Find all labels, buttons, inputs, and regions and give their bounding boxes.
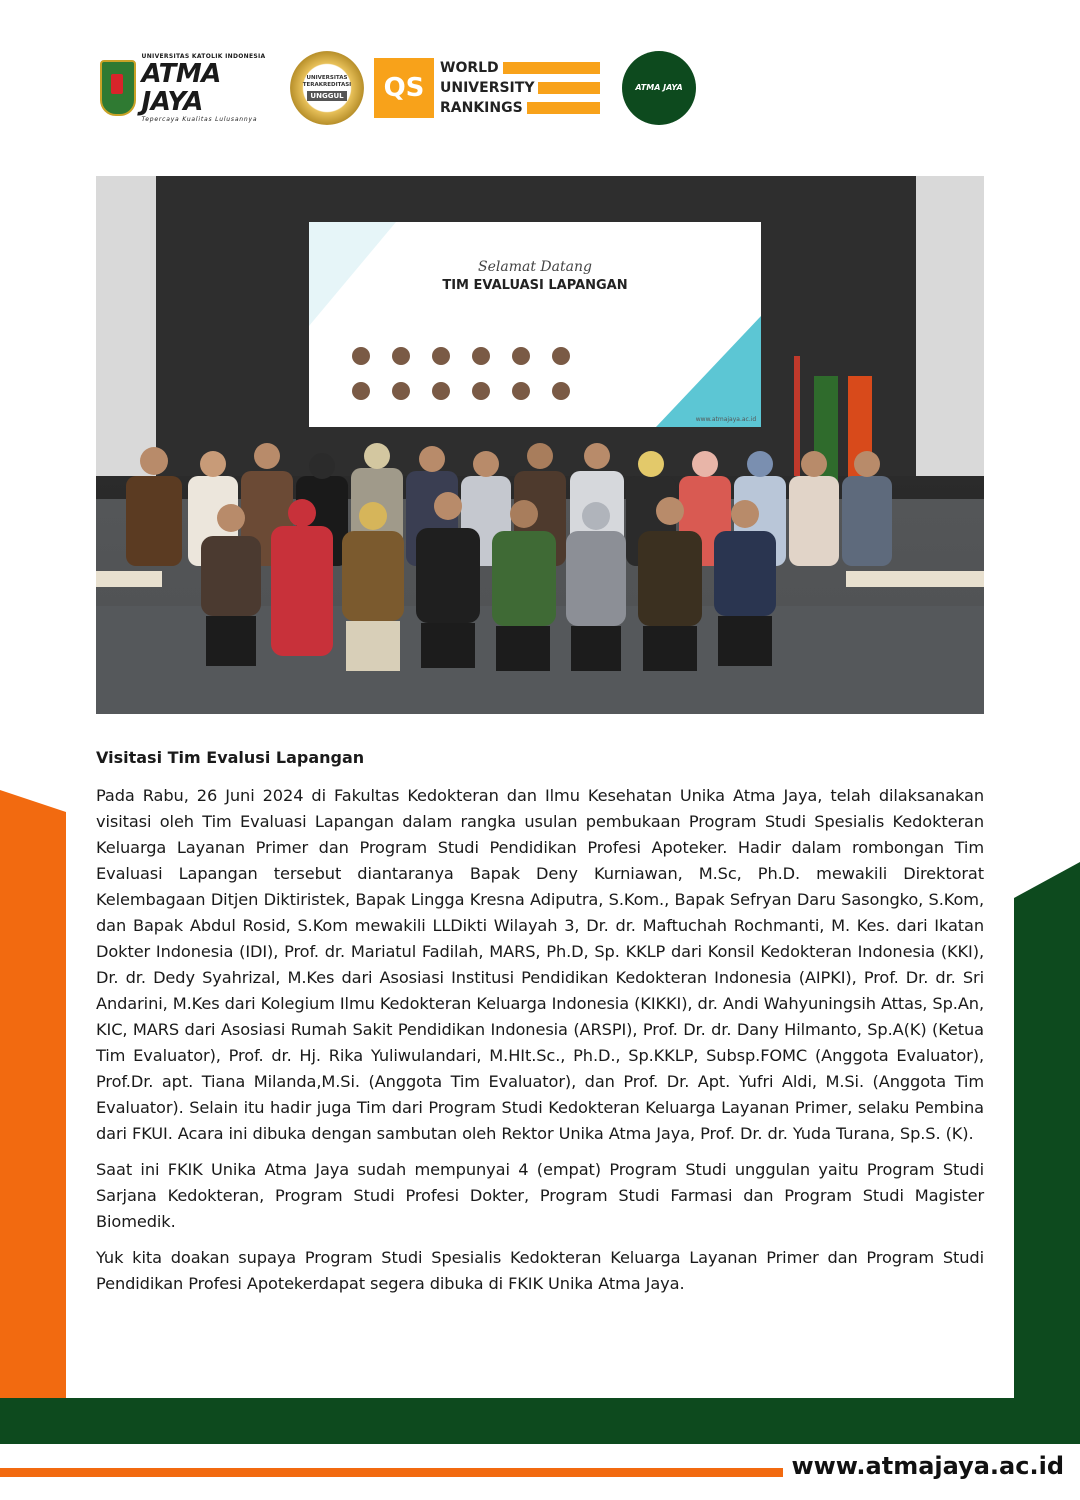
logo-top-line: UNIVERSITAS KATOLIK INDONESIA (141, 52, 266, 60)
seal-line-2: TERAKREDITASI (302, 81, 352, 88)
green-side-shape (1014, 862, 1080, 1402)
qs-wordmark (440, 58, 600, 118)
photo-illustration (96, 176, 984, 714)
logo-tagline: Tepercaya Kualitas Lulusannya (141, 115, 258, 123)
qs-bar-2 (538, 82, 600, 94)
atma-jaya-logo (100, 53, 280, 123)
orange-side-shape (0, 790, 66, 1400)
screen-title: TIM EVALUASI LAPANGAN (442, 278, 628, 293)
orange-footer-line (0, 1468, 783, 1477)
anniversary-logo (622, 51, 696, 125)
anniversary-logo-text: ATMA JAYA (635, 83, 683, 92)
seal-line-1: UNIVERSITAS (306, 74, 348, 81)
group-photo (96, 176, 984, 714)
qs-logo-mark: QS (374, 58, 434, 118)
article-paragraph-3: Yuk kita doakan supaya Program Studi Spesialis Kedokteran Keluarga Layanan Primer dan Program Studi Pendidikan Profesi Apotekerdapat segera dibuka di FKIK Unika Atma Jaya. (96, 1248, 984, 1293)
article-heading: Visitasi Tim Evalusi Lapangan (96, 748, 365, 767)
logo-row (100, 50, 696, 125)
screen-url: www.atmajaya.ac.id (695, 416, 757, 423)
seal-badge: UNGGUL (307, 91, 346, 101)
qs-line-2: UNIVERSITY (440, 79, 535, 96)
article-paragraph-1: Pada Rabu, 26 Juni 2024 di Fakultas Kedokteran dan Ilmu Kesehatan Unika Atma Jaya, telah dilaksanakan visitasi oleh Tim Evaluasi Lapangan dalam rangka usulan pembukaan Program Studi Spesialis Kedokteran Keluarga Layanan Primer dan Program Studi Pendidikan Profesi Apoteker. Hadir dalam rombongan Tim Evaluasi Lapangan tersebut diantaranya Bapak Deny Kurniawan, M.Sc, Ph.D. mewakili Direktorat Kelembagaan Ditjen Diktiristek, Bapak Lingga Kresna Adiputra, S.Kom., Bapak Sefryan Daru Sasongko, S.Kom, dan Bapak Abdul Rosid, S.Kom mewakili LLDikti Wilayah 3, Dr. dr. Maftuchah Rochmanti, M. Kes. dari Ikatan Dokter Indonesia (IDI), Prof. dr. Mariatul Fadilah, MARS, Ph.D, Sp. KKLP dari Konsil Kedokteran Indonesia (KKI), Dr. dr. Dedy Syahrizal, M.Kes dari Asosiasi Institusi Pendidikan Kedokteran Indonesia (AIPKI), Prof. Dr. dr. Sri Andarini, M.Kes dari Kolegium Ilmu Kedokteran Keluarga Indonesia (KIKKI), dr. Andi Wahyuningsih Attas, Sp.An, KIC, MARS dari Asosiasi Rumah Sakit Pendidikan Indonesia (ARSPI), Prof. Dr. dr. Dany Hilmanto, Sp.A(K) (Ketua Tim Evaluator), Prof. dr. Hj. Rika Yuliwulandari, M.HIt.Sc., Ph.D., Sp.KKLP, Subsp.FOMC (Anggota Evaluator), Prof.Dr. apt. Tiana Milanda,M.Si. (Anggota Tim Evaluator), dan Prof. Dr. Apt. Yufri Aldi, M.Si. (Anggota Tim Evaluator). Selain itu hadir juga Tim dari Program Studi Kedokteran Keluarga Layanan Primer, selaku Pembina dari FKUI. Acara ini dibuka dengan sambutan oleh Rektor Unika Atma Jaya, Prof. Dr. dr. Yuda Turana, Sp.S. (K). (96, 786, 984, 1143)
green-footer-band (0, 1398, 1080, 1444)
qs-line-3: RANKINGS (440, 99, 523, 116)
logo-name: ATMA JAYA (141, 58, 221, 117)
qs-line-1: WORLD (440, 59, 499, 76)
article (96, 748, 984, 1307)
qs-bar-1 (503, 62, 600, 74)
crest-icon (100, 60, 136, 116)
qs-bar-3 (527, 102, 600, 114)
article-paragraph-2: Saat ini FKIK Unika Atma Jaya sudah mempunyai 4 (empat) Program Studi unggulan yaitu Program Studi Sarjana Kedokteran, Program Studi Profesi Dokter, Program Studi Farmasi dan Program Studi Magister Biomedik. (96, 1160, 984, 1231)
footer-url[interactable]: www.atmajaya.ac.id (791, 1452, 1064, 1480)
screen-script: Selamat Datang (478, 259, 592, 275)
accreditation-seal (290, 51, 364, 125)
